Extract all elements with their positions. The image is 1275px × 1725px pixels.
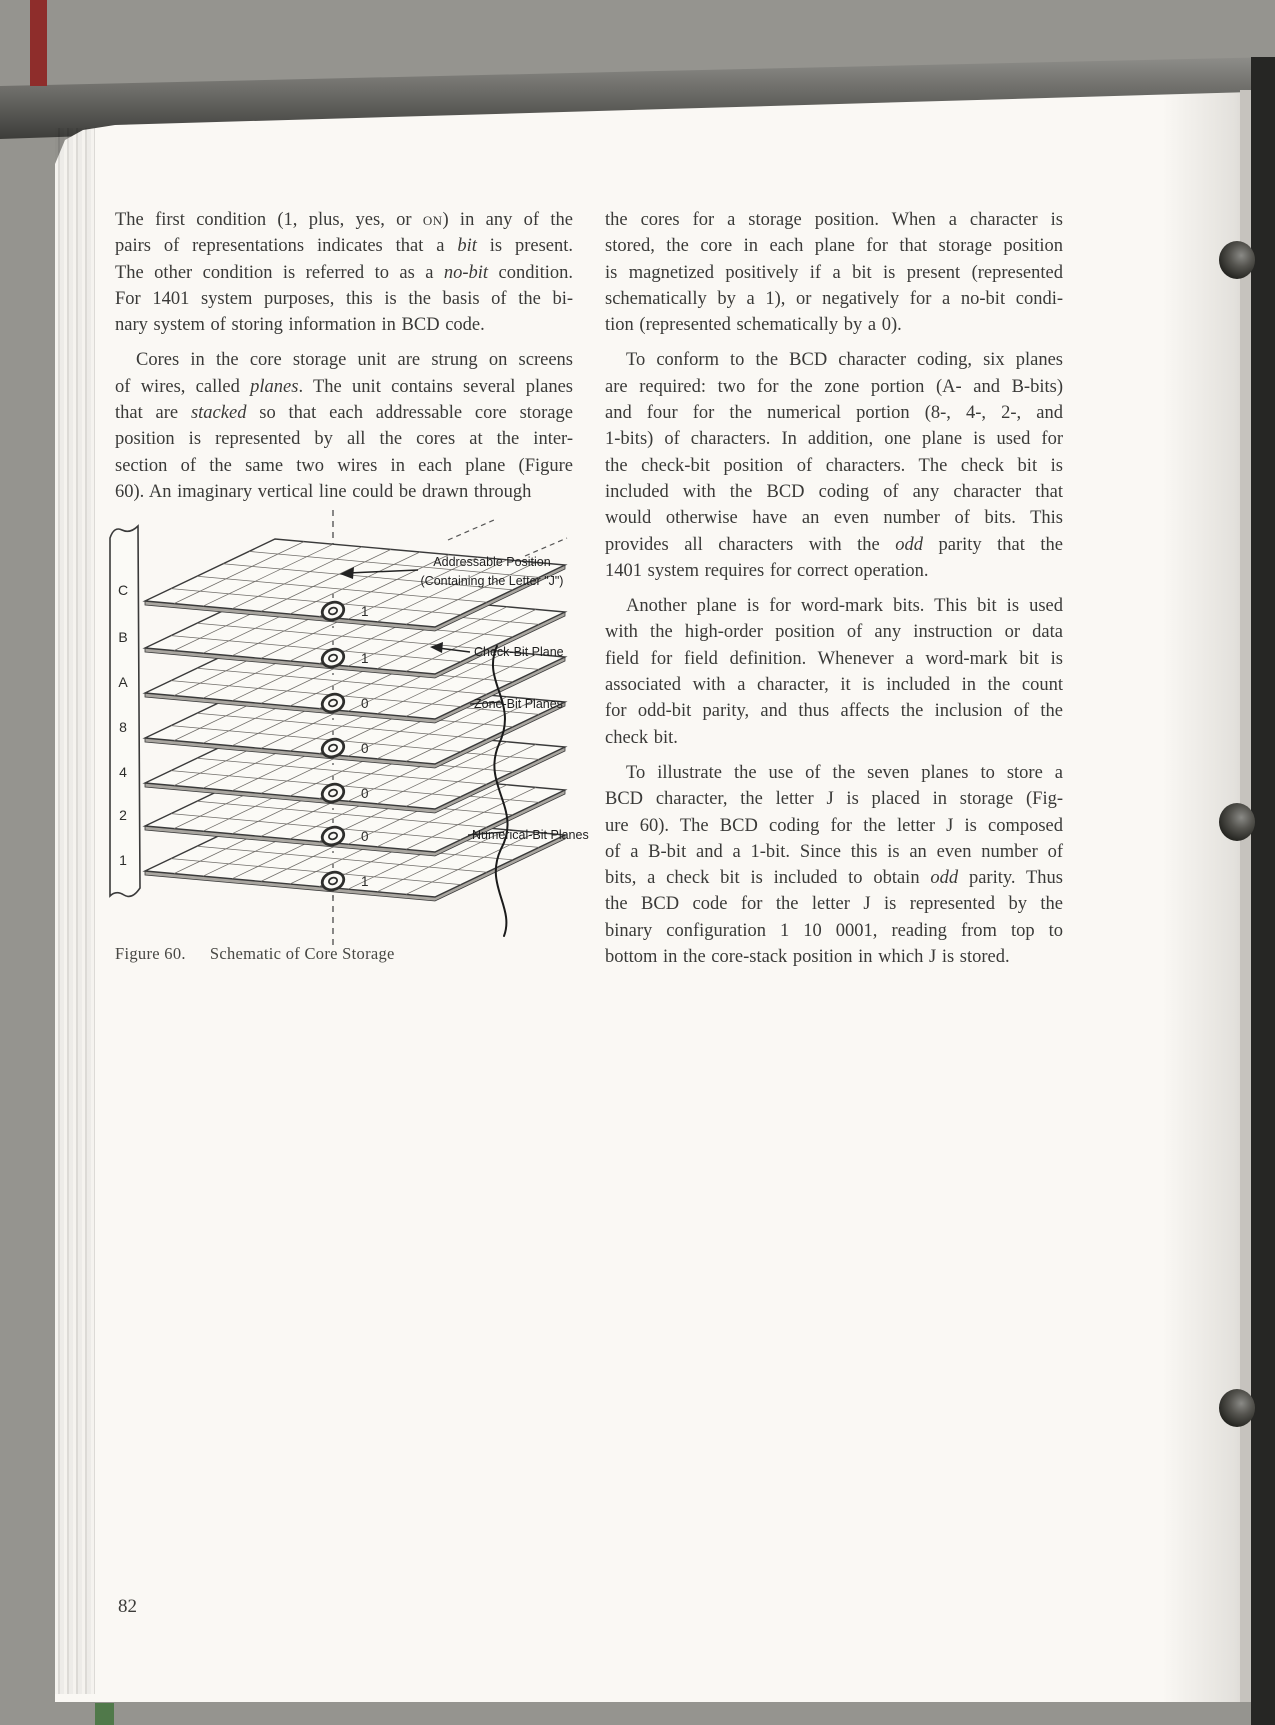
text-line: binary configuration 1 10 0001, reading from top to [605,920,1063,941]
label-zone-bit-planes: Zone-Bit Planes [474,697,563,711]
paragraph [115,347,573,505]
scan-artifact-green-mark [95,1703,114,1725]
text-line: check bit. [605,727,678,748]
page-number: 82 [118,1596,137,1617]
paragraph [115,207,573,338]
label-addressable-position-2: (Containing the Letter "J") [420,574,564,588]
core-bit-value: 0 [361,696,369,711]
cutaway-dash [448,520,494,540]
scan-artifact-red-strip [30,0,47,86]
core-bit-value: 0 [361,829,369,844]
core-bit-value: 1 [361,604,369,619]
page-edge-band [1240,90,1251,1702]
text-line: section of the same two wires in each plane (Figure [115,455,573,476]
text-line: bits, a check bit is included to obtain odd parity. Thus [605,868,1064,889]
core-bit-value: 0 [361,786,369,801]
post-label-A: A [118,674,128,690]
text-line: The other condition is referred to as a no-bit condition. [115,262,573,283]
text-line: 1-bits) of characters. In addition, one plane is used for [605,429,1063,450]
text-line: with the high-order position of any instruction or data [605,622,1063,643]
text-line: is magnetized positively if a bit is present (represented [605,262,1063,283]
paragraph [605,347,1063,584]
text-column-right [605,207,1063,979]
cutaway-dash [525,538,567,556]
figure-caption-label: Figure 60. [115,944,186,963]
text-line: Another plane is for word-mark bits. This bit is used [626,596,1063,617]
text-line: BCD character, the letter J is placed in storage (Fig- [605,789,1063,810]
text-line: are required: two for the zone portion (A- and B-bits) [605,376,1063,397]
label-addressable-position: Addressable Position [433,555,551,569]
label-check-bit-plane: Check-Bit Plane [474,645,564,659]
core-bit-value: 1 [361,874,369,889]
text-line: For 1401 system purposes, this is the basis of the bi- [115,288,573,309]
text-line: the BCD code for the letter J is represented by the [605,894,1063,915]
text-line: schematically by a 1), or negatively for a no-bit condi- [605,288,1063,309]
post-label-2: 2 [119,807,127,823]
text-line: ure 60). The BCD coding for the letter J is composed [605,815,1063,836]
text-line: To illustrate the use of the seven planes to store a [626,762,1063,783]
text-line: the check-bit position of characters. The check bit is [605,455,1063,476]
text-line: pairs of representations indicates that a bit is present. [115,236,573,257]
paragraph [605,760,1063,970]
text-line: associated with a character, it is included in the count [605,675,1063,696]
figure-60-core-storage-diagram [100,496,597,954]
post-label-B: B [118,629,128,645]
text-line: To conform to the BCD character coding, six planes [626,350,1063,371]
post-label-C: C [117,582,129,598]
paragraph [605,593,1063,751]
core-storage-schematic [100,496,597,954]
book-edge-dark-strip [1251,57,1275,1725]
text-line: included with the BCD coding of any character that [605,481,1063,502]
text-line: 1401 system requires for correct operation. [605,560,929,581]
figure-caption [115,944,395,964]
text-line: and four for the numerical portion (8-, 4-, 2-, and [605,403,1063,424]
text-line: position is represented by all the cores at the inter- [115,429,573,450]
page-left-edge-stack [55,128,95,1694]
text-line: would otherwise have an even number of bits. This [605,508,1063,529]
text-line: The first condition (1, plus, yes, or on) in any of the [115,210,573,230]
text-line: of a B-bit and a 1-bit. Since this is an even number of [605,841,1063,862]
text-line: that are stacked so that each addressable core storage [115,403,573,424]
paragraph [605,207,1063,338]
text-line: the cores for a storage position. When a character is [605,210,1063,230]
post-label-4: 4 [119,764,127,780]
post-label-1: 1 [119,852,127,868]
core-bit-value: 1 [361,651,369,666]
binder-hole-bottom [1219,1389,1255,1427]
binder-hole-middle [1219,803,1255,841]
text-line: 60). An imaginary vertical line could be drawn through [115,481,532,502]
text-line: for odd-bit parity, and thus affects the inclusion of the [605,701,1063,722]
label-numerical-bit-planes: Numerical-Bit Planes [472,828,589,842]
text-line: stored, the core in each plane for that storage position [605,236,1063,257]
text-column-left [115,207,573,514]
text-line: provides all characters with the odd parity that the [605,534,1063,555]
core-bit-value: 0 [361,741,369,756]
text-line: bottom in the core-stack position in which J is stored. [605,947,1010,968]
figure-caption-title: Schematic of Core Storage [209,944,395,963]
binder-hole-top [1219,241,1255,279]
text-line: field for field definition. Whenever a word-mark bit is [605,648,1063,669]
text-line: of wires, called planes. The unit contains several planes [115,376,573,397]
text-line: nary system of storing information in BCD code. [115,315,485,336]
text-line: Cores in the core storage unit are strung on screens [136,350,573,371]
text-line: tion (represented schematically by a 0). [605,315,902,336]
post-label-8: 8 [119,719,127,735]
